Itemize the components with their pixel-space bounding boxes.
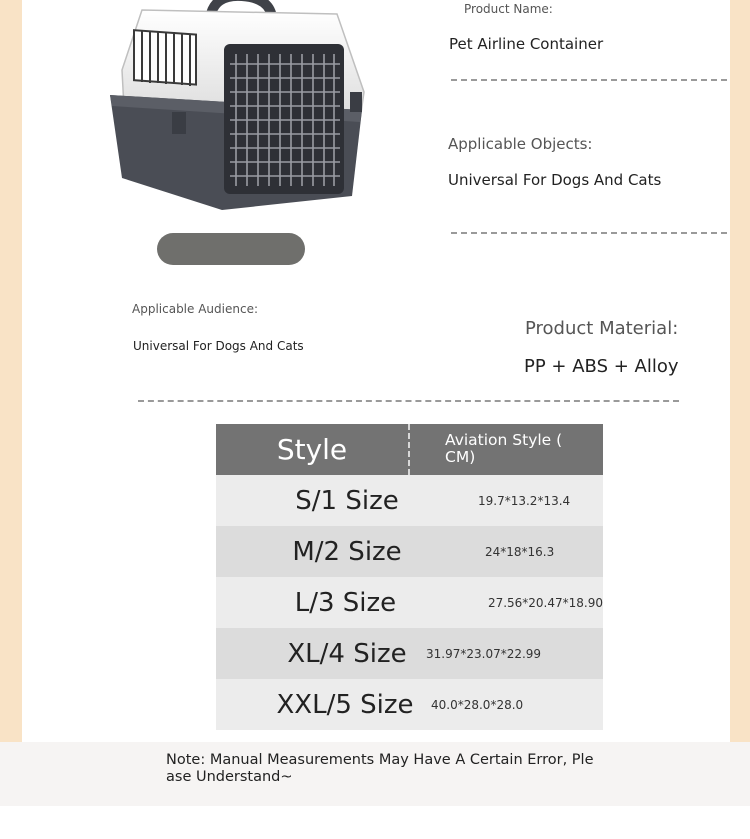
applicable-audience-value: Universal For Dogs And Cats (133, 339, 304, 353)
size-dimensions: 40.0*28.0*28.0 (431, 697, 524, 712)
size-name: M/2 Size (292, 536, 402, 567)
size-dimensions: 31.97*23.07*22.99 (426, 646, 542, 661)
size-table-header (216, 424, 603, 475)
dashed-divider (451, 232, 727, 234)
size-dimensions: 27.56*20.47*18.90 (487, 595, 603, 610)
table-row (216, 577, 603, 628)
table-row (216, 628, 603, 679)
size-name: XL/4 Size (287, 638, 407, 669)
size-dimensions: 19.7*13.2*13.4 (478, 493, 571, 508)
applicable-objects-label: Applicable Objects: (448, 135, 593, 153)
table-row (216, 679, 603, 730)
size-name: S/1 Size (295, 485, 399, 516)
product-material-label: Product Material: (525, 318, 679, 339)
size-table (216, 424, 603, 730)
size-dimensions: 24*18*16.3 (485, 544, 555, 559)
measurement-note: Note: Manual Measurements May Have A Certain Error, Please Understand~ (166, 752, 594, 785)
dashed-divider (138, 400, 679, 402)
right-side-stripe (730, 0, 750, 745)
product-name-value: Pet Airline Container (449, 35, 604, 53)
note-bar (0, 742, 750, 806)
product-material-value: PP + ABS + Alloy (524, 356, 679, 377)
applicable-objects-value: Universal For Dogs And Cats (448, 171, 662, 189)
image-caption-pill (157, 233, 305, 265)
header-aviation-style: Aviation Style ( CM) (445, 431, 563, 466)
table-row (216, 475, 603, 526)
product-info-card (22, 0, 730, 745)
applicable-audience-label: Applicable Audience: (132, 302, 258, 316)
size-name: XXL/5 Size (276, 689, 414, 720)
dashed-divider (451, 79, 727, 81)
pet-carrier-image (102, 0, 392, 225)
size-name: L/3 Size (294, 587, 397, 618)
table-row (216, 526, 603, 577)
product-name-label: Product Name: (464, 2, 553, 16)
header-style: Style (216, 424, 410, 475)
left-side-stripe (0, 0, 22, 745)
